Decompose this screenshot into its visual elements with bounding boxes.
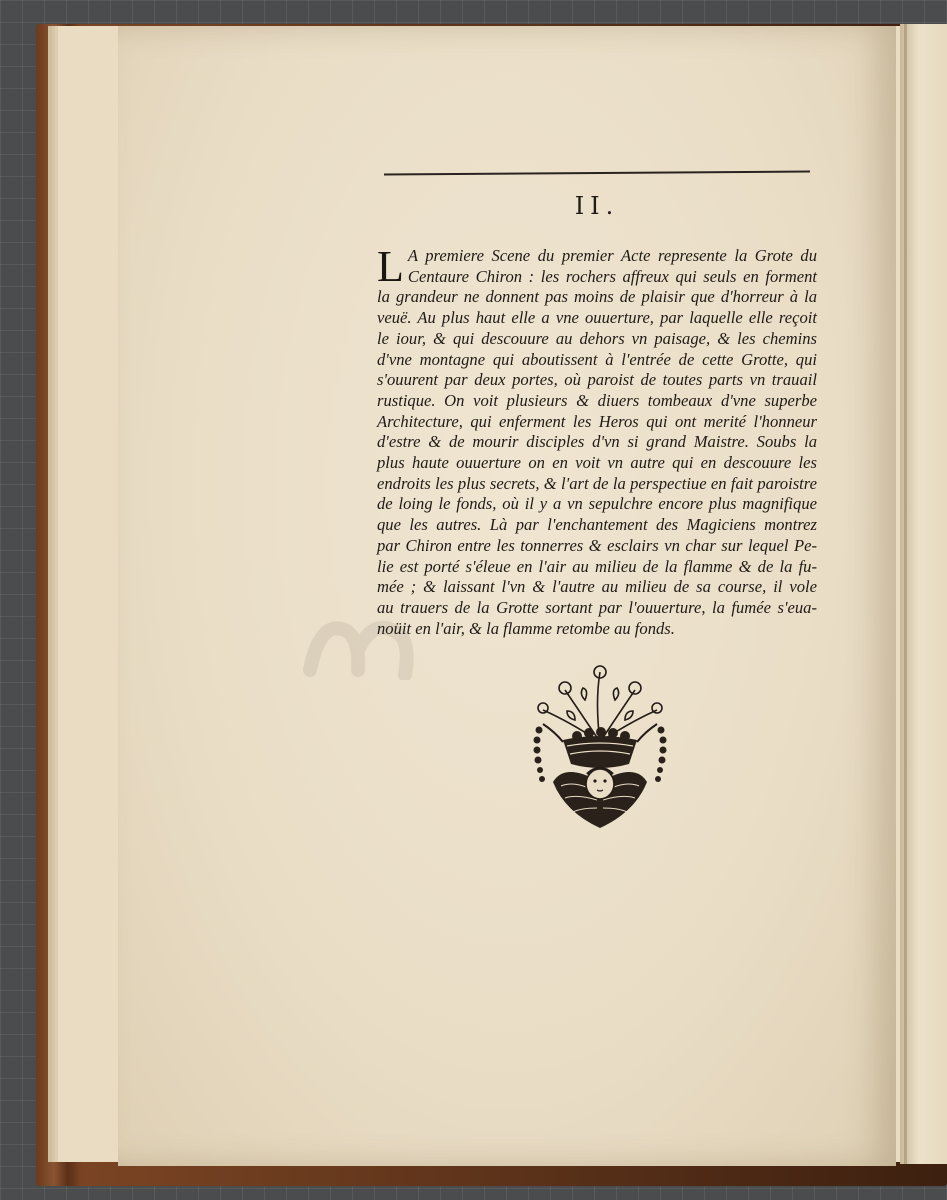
text-line: de loing le fonds, où il y a vn sepulchre encore plus magnifique <box>377 494 817 514</box>
text-line: Centaure Chiron : les rochers affreux qui seuls en forment <box>407 266 817 286</box>
section-numeral: II. <box>574 192 620 220</box>
text-line: que les autres. Là par l'enchantement des Magiciens montrez <box>377 515 817 535</box>
text-line: plus haute ouuerture on en voit vn autre qui en descouure les <box>377 453 817 473</box>
text-line: s'ouurent par deux portes, où paroist de toutes parts vn trauail <box>377 370 817 390</box>
text-line: veuë. Au plus haut elle a vne ouuerture, par laquelle elle reçoit <box>377 308 817 328</box>
text-line: endroits les plus secrets, & l'art de la perspectiue en fait paroistre <box>377 473 817 493</box>
text-line: Architecture, qui enferment les Heros qui ont merité l'honneur <box>377 411 817 431</box>
page-fold <box>904 24 907 1164</box>
text-line: d'estre & de mourir disciples d'vn si grand Maistre. Soubs la <box>377 432 817 452</box>
text-line: A premiere Scene du premier Acte represente la Grote du <box>407 246 817 265</box>
body-text <box>377 242 817 639</box>
text-line: mée ; & laissant l'vn & l'autre au milieu de sa course, il vole <box>377 577 817 597</box>
text-line: noüit en l'air, & la flamme retombe au fonds. <box>377 618 675 638</box>
fleuron-ornament <box>525 662 675 832</box>
text-line: la grandeur ne donnent pas moins de plaisir que d'horreur à la <box>377 287 817 307</box>
facing-page-edge <box>900 24 947 1164</box>
text-line: par Chiron entre les tonnerres & esclairs vn char sur lequel Pe- <box>377 535 817 555</box>
drop-cap: L <box>377 242 404 291</box>
text-line: le iour, & qui descouure au dehors vn paisage, & les chemins <box>377 328 817 348</box>
text-line: au trauers de la Grotte sortant par l'ouuerture, la fumée s'eua- <box>377 597 817 617</box>
text-line: d'vne montagne qui aboutissent à l'entrée de cette Grotte, qui <box>377 349 817 369</box>
text-line: rustique. On voit plusieurs & diuers tombeaux d'vne superbe <box>377 390 817 410</box>
text-line: lie est porté s'éleue en l'air au milieu de la flamme & de la fu- <box>377 556 817 576</box>
